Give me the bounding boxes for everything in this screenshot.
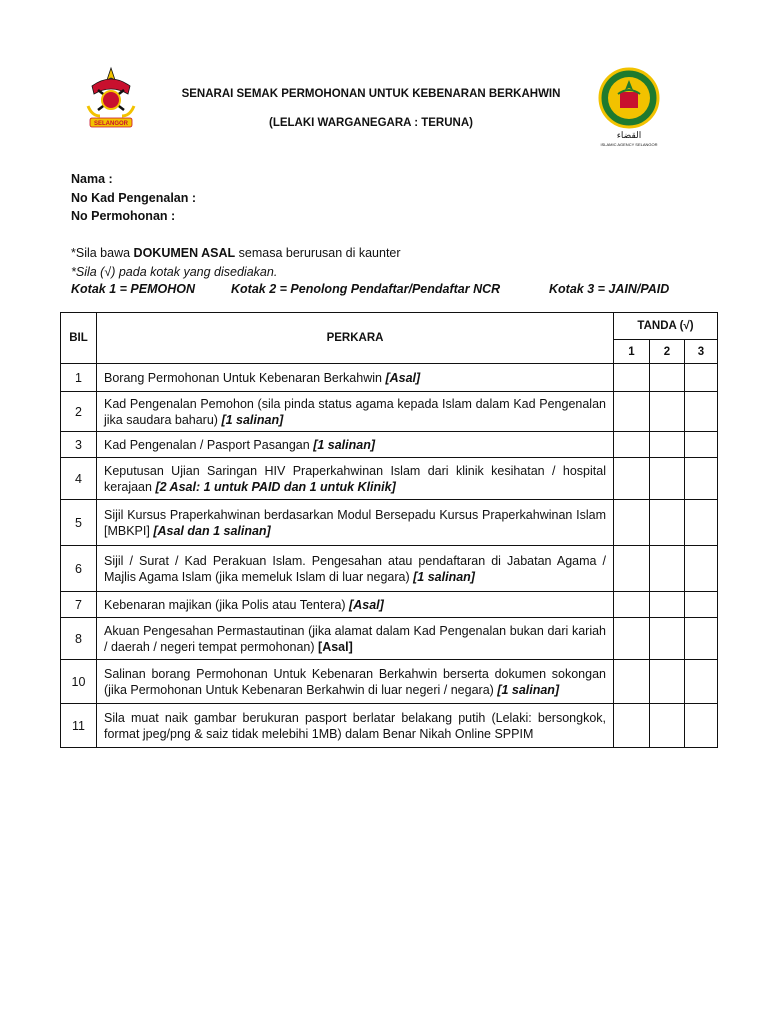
jais-emblem-icon	[592, 66, 666, 148]
row-perkara	[97, 546, 614, 592]
table-row	[61, 660, 718, 704]
tick-box-1[interactable]	[614, 618, 650, 660]
table-row	[61, 432, 718, 458]
tick-box-1[interactable]	[614, 432, 650, 458]
tick-box-1[interactable]	[614, 392, 650, 432]
selangor-crest-icon	[78, 66, 144, 136]
row-note: [1 salinan]	[313, 437, 376, 452]
row-perkara	[97, 432, 614, 458]
tick-box-1[interactable]	[614, 500, 650, 546]
table-row	[61, 546, 718, 592]
tick-box-2[interactable]	[650, 458, 685, 500]
row-text: Kad Pengenalan / Pasport Pasangan	[104, 437, 314, 452]
table-row	[61, 618, 718, 660]
row-note: [1 salinan]	[413, 569, 475, 584]
row-text: Sijil Kursus Praperkahwinan berdasarkan Modul Bersepadu Kursus Praperkahwinan Islam [MBKPI]	[104, 507, 606, 538]
emblem-label: ISLAMIC AGENCY SELANGOR	[600, 142, 658, 147]
tick-box-1[interactable]	[614, 458, 650, 500]
table-row	[61, 500, 718, 546]
tick-box-3[interactable]	[685, 704, 718, 748]
tick-box-2[interactable]	[650, 704, 685, 748]
row-note: [Asal dan 1 salinan]	[153, 523, 271, 538]
row-bil: 10	[61, 660, 97, 704]
row-perkara	[97, 458, 614, 500]
tick-box-1[interactable]	[614, 546, 650, 592]
row-text: Salinan borang Permohonan Untuk Kebenaran Berkahwin berserta dokumen sokongan (jika Permohonan Untuk Kebenaran Berkahwin di luar negeri / negara)	[104, 666, 606, 697]
tick-box-2[interactable]	[650, 660, 685, 704]
row-perkara	[97, 500, 614, 546]
tick-box-2[interactable]	[650, 546, 685, 592]
page-subtitle: (LELAKI WARGANEGARA : TERUNA)	[268, 117, 473, 129]
kotak-1: Kotak 1 = PEMOHON	[71, 282, 195, 296]
row-perkara	[97, 392, 614, 432]
header-bil: BIL	[61, 313, 97, 364]
header-col-1: 1	[614, 340, 650, 364]
tick-box-2[interactable]	[650, 592, 685, 618]
row-bil: 6	[61, 546, 97, 592]
header-perkara: PERKARA	[97, 313, 614, 364]
row-bil: 5	[61, 500, 97, 546]
tick-box-2[interactable]	[650, 500, 685, 546]
tick-box-2[interactable]	[650, 432, 685, 458]
table-row	[61, 364, 718, 392]
row-perkara	[97, 704, 614, 748]
header-col-2: 2	[650, 340, 685, 364]
tick-box-1[interactable]	[614, 704, 650, 748]
kotak-3: Kotak 3 = JAIN/PAID	[549, 282, 670, 296]
row-bil: 1	[61, 364, 97, 392]
row-note: [1 salinan]	[221, 412, 284, 427]
row-text: Borang Permohonan Untuk Kebenaran Berkahwin	[104, 370, 386, 385]
tick-box-2[interactable]	[650, 618, 685, 660]
no-permohonan-field: No Permohonan :	[71, 209, 176, 223]
tick-box-3[interactable]	[685, 660, 718, 704]
row-bil: 4	[61, 458, 97, 500]
tick-box-1[interactable]	[614, 364, 650, 392]
row-bil: 2	[61, 392, 97, 432]
row-note: [Asal]	[385, 370, 421, 385]
table-row	[61, 392, 718, 432]
row-text: Akuan Pengesahan Permastautinan (jika alamat dalam Kad Pengenalan bukan dari kariah / daerah / negeri tempat permohonan)	[104, 623, 606, 654]
row-note: [Asal]	[318, 639, 353, 654]
row-bil: 7	[61, 592, 97, 618]
table-row	[61, 704, 718, 748]
row-perkara	[97, 618, 614, 660]
row-bil: 8	[61, 618, 97, 660]
header-col-3: 3	[685, 340, 718, 364]
row-bil: 3	[61, 432, 97, 458]
svg-text:ﺍﻟﻘﻀﺎﺀ: ﺍﻟﻘﻀﺎﺀ	[616, 130, 642, 140]
tick-box-3[interactable]	[685, 618, 718, 660]
tick-box-3[interactable]	[685, 432, 718, 458]
row-text: Kad Pengenalan Pemohon (sila pinda status agama kepada Islam dalam Kad Pengenalan jika saudara baharu)	[104, 396, 606, 427]
row-text: Sila muat naik gambar berukuran pasport berlatar belakang putih (Lelaki: bersongkok, format jpeg/png & saiz tidak melebihi 1MB) dalam Benar Nikah Online SPPIM	[104, 710, 606, 741]
kotak-2: Kotak 2 = Penolong Pendaftar/Pendaftar NCR	[231, 282, 501, 296]
page-title: SENARAI SEMAK PERMOHONAN UNTUK KEBENARAN BERKAHWIN	[181, 88, 561, 100]
row-text: Kebenaran majikan (jika Polis atau Tentera)	[104, 597, 350, 612]
tick-box-3[interactable]	[685, 592, 718, 618]
header-tanda: TANDA (√)	[614, 313, 718, 340]
kotak-legend	[71, 282, 731, 300]
nama-field: Nama :	[71, 172, 113, 186]
table-row	[61, 592, 718, 618]
tick-box-1[interactable]	[614, 592, 650, 618]
tick-box-3[interactable]	[685, 364, 718, 392]
no-kad-field: No Kad Pengenalan :	[71, 190, 197, 205]
table-row	[61, 458, 718, 500]
instructions	[71, 244, 731, 281]
row-perkara	[97, 592, 614, 618]
note-line-2: *Sila (√) pada kotak yang disediakan.	[71, 264, 278, 279]
tick-box-1[interactable]	[614, 660, 650, 704]
row-perkara	[97, 364, 614, 392]
tick-box-3[interactable]	[685, 500, 718, 546]
tick-box-3[interactable]	[685, 392, 718, 432]
checklist-table	[60, 312, 718, 748]
note-line-1: *Sila bawa DOKUMEN ASAL semasa berurusan di kaunter	[71, 246, 401, 260]
applicant-fields	[71, 170, 196, 226]
row-bil: 11	[61, 704, 97, 748]
row-text: Sijil / Surat / Kad Perakuan Islam. Pengesahan atau pendaftaran di Jabatan Agama / Majlis Agama Islam (jika memeluk Islam di luar negara)	[104, 553, 606, 584]
tick-box-2[interactable]	[650, 364, 685, 392]
crest-label: SELANGOR	[93, 121, 129, 127]
tick-box-3[interactable]	[685, 458, 718, 500]
row-perkara	[97, 660, 614, 704]
tick-box-3[interactable]	[685, 546, 718, 592]
row-note: [1 salinan]	[497, 682, 560, 697]
row-text: Keputusan Ujian Saringan HIV Praperkahwinan Islam dari klinik kesihatan / hospital kerajaan	[104, 463, 606, 494]
row-note: [2 Asal: 1 untuk PAID dan 1 untuk Klinik]	[155, 479, 396, 494]
tick-box-2[interactable]	[650, 392, 685, 432]
row-note: [Asal]	[349, 597, 384, 612]
